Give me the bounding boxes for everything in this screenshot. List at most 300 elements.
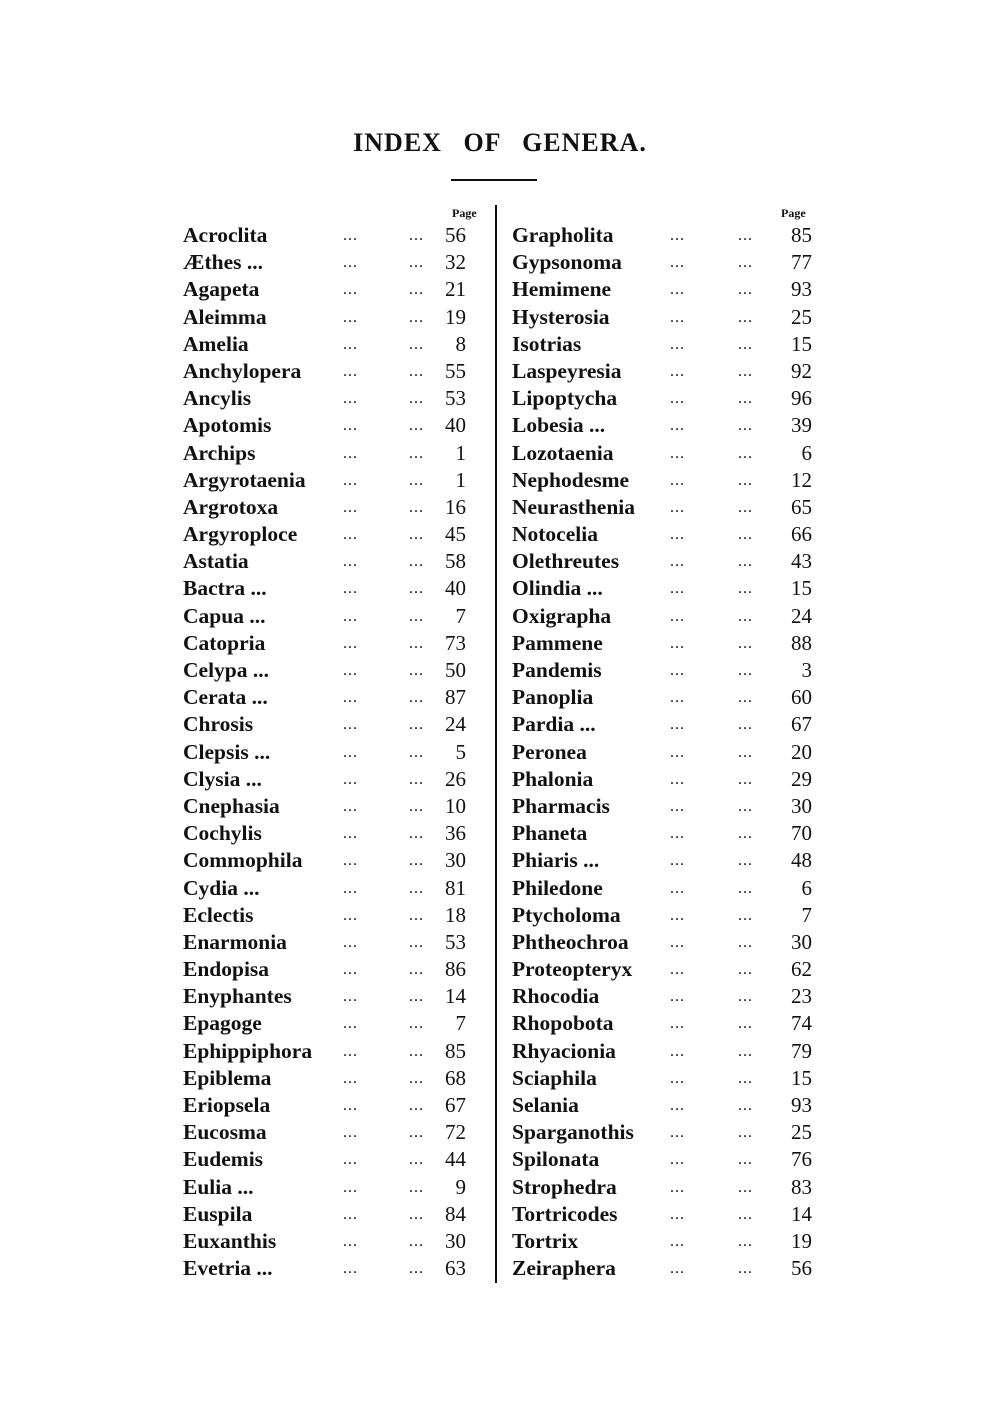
leader-dots: ... <box>409 498 424 516</box>
page-number: 73 <box>445 630 466 655</box>
page-number: 85 <box>791 223 812 247</box>
index-entry <box>512 684 814 711</box>
page-number: 72 <box>445 1120 466 1145</box>
page-number: 67 <box>445 1093 466 1117</box>
leader-dots: ... <box>670 797 685 815</box>
leader-dots: ... <box>738 825 753 843</box>
index-entry <box>183 875 489 902</box>
page-number: 5 <box>455 739 466 764</box>
page-number: 30 <box>791 929 812 954</box>
leader-dots: ... <box>343 662 358 679</box>
genus-name: Notocelia <box>512 522 598 547</box>
index-entry <box>183 983 489 1010</box>
leader-dots: ... <box>670 526 685 544</box>
leader-dots: ... <box>343 417 358 435</box>
genus-name: Pandemis <box>512 658 602 682</box>
leader-dots: ... <box>343 689 358 707</box>
genus-name: Clepsis ... <box>183 739 271 764</box>
page-number: 93 <box>791 277 812 302</box>
page-header-right: Page <box>781 206 806 220</box>
genus-name: Enarmonia <box>183 929 287 954</box>
page-number: 56 <box>791 1256 812 1281</box>
index-entry <box>183 684 489 711</box>
leader-dots: ... <box>738 1260 753 1278</box>
genus-name: Phalonia <box>512 766 594 791</box>
index-entry <box>512 820 814 847</box>
genus-name: Rhopobota <box>512 1011 614 1036</box>
leader-dots: ... <box>738 390 753 408</box>
leader-dots: ... <box>670 607 685 625</box>
leader-dots: ... <box>738 580 753 598</box>
index-entry <box>512 222 814 249</box>
leader-dots: ... <box>670 634 685 652</box>
genus-name: Zeiraphera <box>512 1256 616 1281</box>
leader-dots: ... <box>343 1124 358 1142</box>
index-entry <box>183 929 489 956</box>
index-entry <box>512 1174 814 1201</box>
leader-dots: ... <box>738 553 753 571</box>
leader-dots: ... <box>409 743 424 761</box>
leader-dots: ... <box>409 1015 424 1033</box>
page-title: INDEX OF GENERA. <box>353 128 647 157</box>
index-entry <box>183 711 489 738</box>
leader-dots: ... <box>670 770 685 788</box>
index-entry <box>512 331 814 358</box>
page-number: 50 <box>445 658 466 682</box>
genus-name: Argrotoxa <box>183 494 279 519</box>
leader-dots: ... <box>670 906 685 924</box>
page-number: 32 <box>445 250 466 275</box>
genus-name: Eclectis <box>183 902 254 927</box>
leader-dots: ... <box>738 526 753 544</box>
page-number: 81 <box>445 875 466 900</box>
genus-name: Amelia <box>183 331 249 356</box>
genus-name: Pammene <box>512 630 603 655</box>
leader-dots: ... <box>738 444 753 462</box>
page-number: 86 <box>445 957 466 982</box>
leader-dots: ... <box>409 417 424 435</box>
page-number: 30 <box>445 848 466 873</box>
index-entry <box>512 929 814 956</box>
leader-dots: ... <box>738 852 753 870</box>
page-number: 70 <box>791 821 812 846</box>
leader-dots: ... <box>409 770 424 788</box>
index-entry <box>512 412 814 439</box>
leader-dots: ... <box>343 580 358 598</box>
index-entry <box>183 820 489 847</box>
leader-dots: ... <box>738 1151 753 1169</box>
leader-dots: ... <box>670 879 685 897</box>
leader-dots: ... <box>738 716 753 734</box>
leader-dots: ... <box>409 227 424 244</box>
page-number: 62 <box>791 957 812 982</box>
index-entry <box>183 467 489 494</box>
page-number: 93 <box>791 1093 812 1117</box>
leader-dots: ... <box>738 471 753 489</box>
leader-dots: ... <box>343 716 358 734</box>
leader-dots: ... <box>670 553 685 571</box>
index-entry <box>512 739 814 766</box>
index-entry <box>512 385 814 412</box>
genus-name: Laspeyresia <box>512 358 622 383</box>
leader-dots: ... <box>409 1151 424 1169</box>
leader-dots: ... <box>343 1042 358 1060</box>
leader-dots: ... <box>409 906 424 924</box>
page-number: 6 <box>801 440 812 465</box>
index-entry <box>183 1255 489 1282</box>
genus-name: Pardia ... <box>512 712 596 737</box>
genus-name: Commophila <box>183 848 303 873</box>
index-entry <box>183 440 489 467</box>
genus-name: Æthes ... <box>183 250 264 275</box>
page-number: 83 <box>791 1174 812 1199</box>
leader-dots: ... <box>409 1069 424 1087</box>
index-entry <box>512 657 814 684</box>
leader-dots: ... <box>343 1260 358 1278</box>
genus-name: Lozotaenia <box>512 440 614 465</box>
genus-name: Peronea <box>512 739 587 764</box>
page-number: 56 <box>445 223 466 247</box>
leader-dots: ... <box>738 308 753 326</box>
genus-name: Cerata ... <box>183 685 268 710</box>
leader-dots: ... <box>409 1232 424 1250</box>
leader-dots: ... <box>409 335 424 353</box>
index-entry <box>512 630 814 657</box>
page-number: 21 <box>445 277 466 302</box>
genus-name: Hemimene <box>512 277 612 302</box>
genus-name: Catopria <box>183 630 266 655</box>
genus-name: Acroclita <box>183 223 268 247</box>
leader-dots: ... <box>738 689 753 707</box>
page-number: 87 <box>445 685 466 710</box>
page-number: 58 <box>445 549 466 574</box>
index-entry <box>512 875 814 902</box>
index-entry <box>183 1119 489 1146</box>
page-number: 9 <box>455 1174 466 1199</box>
page-number: 84 <box>445 1201 466 1226</box>
leader-dots: ... <box>738 498 753 516</box>
genus-name: Evetria ... <box>183 1256 273 1281</box>
genus-name: Cochylis <box>183 821 262 846</box>
index-entry <box>512 1010 814 1037</box>
genus-name: Capua ... <box>183 603 266 628</box>
leader-dots: ... <box>670 1178 685 1196</box>
leader-dots: ... <box>343 471 358 489</box>
leader-dots: ... <box>670 1151 685 1169</box>
genus-name: Euxanthis <box>183 1228 277 1253</box>
page-header-left: Page <box>452 206 477 220</box>
leader-dots: ... <box>409 281 424 299</box>
leader-dots: ... <box>343 1151 358 1169</box>
leader-dots: ... <box>670 1232 685 1250</box>
page-number: 43 <box>791 549 812 574</box>
leader-dots: ... <box>670 417 685 435</box>
leader-dots: ... <box>670 689 685 707</box>
leader-dots: ... <box>343 1178 358 1196</box>
genus-name: Isotrias <box>512 331 582 356</box>
leader-dots: ... <box>738 770 753 788</box>
leader-dots: ... <box>738 988 753 1006</box>
leader-dots: ... <box>670 825 685 843</box>
leader-dots: ... <box>738 281 753 299</box>
leader-dots: ... <box>738 743 753 761</box>
index-entry <box>183 494 489 521</box>
page-number: 15 <box>791 1065 812 1090</box>
leader-dots: ... <box>409 1097 424 1114</box>
leader-dots: ... <box>343 553 358 571</box>
index-entry <box>512 575 814 602</box>
leader-dots: ... <box>670 662 685 679</box>
index-entry <box>183 1201 489 1228</box>
genus-name: Epagoge <box>183 1011 262 1036</box>
index-entry <box>512 603 814 630</box>
leader-dots: ... <box>738 1232 753 1250</box>
genus-name: Aleimma <box>183 304 267 329</box>
index-column-right <box>512 222 814 1282</box>
leader-dots: ... <box>409 1178 424 1196</box>
index-entry <box>512 766 814 793</box>
page-number: 68 <box>445 1065 466 1090</box>
genus-name: Eudemis <box>183 1147 264 1172</box>
leader-dots: ... <box>670 308 685 326</box>
index-entry <box>183 304 489 331</box>
page-number: 7 <box>455 1011 466 1036</box>
index-entry <box>512 1255 814 1282</box>
genus-name: Gypsonoma <box>512 250 622 275</box>
leader-dots: ... <box>409 1205 424 1223</box>
index-entry <box>512 1038 814 1065</box>
page-number: 88 <box>791 630 812 655</box>
page-number: 67 <box>791 712 812 737</box>
genus-name: Sparganothis <box>512 1120 634 1145</box>
leader-dots: ... <box>738 1042 753 1060</box>
leader-dots: ... <box>738 1069 753 1087</box>
leader-dots: ... <box>670 1260 685 1278</box>
index-entry <box>183 1092 489 1119</box>
leader-dots: ... <box>738 417 753 435</box>
leader-dots: ... <box>738 1015 753 1033</box>
leader-dots: ... <box>343 444 358 462</box>
leader-dots: ... <box>343 227 358 244</box>
page-number: 14 <box>791 1201 812 1226</box>
genus-name: Rhyacionia <box>512 1038 616 1063</box>
leader-dots: ... <box>409 607 424 625</box>
leader-dots: ... <box>343 743 358 761</box>
leader-dots: ... <box>409 879 424 897</box>
index-entry <box>183 521 489 548</box>
leader-dots: ... <box>670 1124 685 1142</box>
leader-dots: ... <box>738 797 753 815</box>
leader-dots: ... <box>738 961 753 979</box>
page-number: 15 <box>791 331 812 356</box>
genus-name: Euspila <box>183 1201 253 1226</box>
leader-dots: ... <box>409 1260 424 1278</box>
genus-name: Cydia ... <box>183 875 260 900</box>
leader-dots: ... <box>670 281 685 299</box>
leader-dots: ... <box>738 1097 753 1114</box>
genus-name: Philedone <box>512 875 603 900</box>
leader-dots: ... <box>670 1205 685 1223</box>
leader-dots: ... <box>738 1124 753 1142</box>
page-number: 19 <box>445 304 466 329</box>
index-entry <box>512 711 814 738</box>
page-number: 24 <box>445 712 466 737</box>
genus-name: Strophedra <box>512 1174 617 1199</box>
genus-name: Olethreutes <box>512 549 620 574</box>
leader-dots: ... <box>343 770 358 788</box>
genus-name: Cnephasia <box>183 793 280 818</box>
genus-name: Proteopteryx <box>512 957 633 982</box>
leader-dots: ... <box>343 254 358 272</box>
genus-name: Eriopsela <box>183 1093 271 1117</box>
genus-name: Tortrix <box>512 1228 579 1253</box>
leader-dots: ... <box>343 390 358 408</box>
page-number: 92 <box>791 358 812 383</box>
page-number: 1 <box>455 440 466 465</box>
leader-dots: ... <box>670 362 685 380</box>
genus-name: Bactra ... <box>183 576 267 601</box>
index-entry <box>183 1174 489 1201</box>
index-entry <box>512 440 814 467</box>
leader-dots: ... <box>343 1232 358 1250</box>
column-divider <box>495 205 497 1283</box>
genus-name: Lobesia ... <box>512 413 606 438</box>
genus-name: Phtheochroa <box>512 929 629 954</box>
index-entry <box>512 1092 814 1119</box>
index-entry <box>512 358 814 385</box>
leader-dots: ... <box>738 335 753 353</box>
page-number: 53 <box>445 386 466 411</box>
genus-name: Ancylis <box>183 386 252 411</box>
genus-name: Celypa ... <box>183 658 269 682</box>
leader-dots: ... <box>670 1069 685 1087</box>
leader-dots: ... <box>409 1124 424 1142</box>
index-entry <box>183 657 489 684</box>
leader-dots: ... <box>738 1178 753 1196</box>
leader-dots: ... <box>409 988 424 1006</box>
index-entry <box>512 467 814 494</box>
genus-name: Olindia ... <box>512 576 603 601</box>
leader-dots: ... <box>343 526 358 544</box>
genus-name: Oxigrapha <box>512 603 612 628</box>
page-number: 12 <box>791 467 812 492</box>
genus-name: Lipoptycha <box>512 386 618 411</box>
page-number: 65 <box>791 494 812 519</box>
genus-name: Archips <box>183 440 256 465</box>
leader-dots: ... <box>343 825 358 843</box>
page-number: 74 <box>791 1011 812 1036</box>
leader-dots: ... <box>343 879 358 897</box>
leader-dots: ... <box>738 607 753 625</box>
genus-name: Spilonata <box>512 1147 600 1172</box>
index-entry <box>183 766 489 793</box>
leader-dots: ... <box>409 471 424 489</box>
leader-dots: ... <box>343 607 358 625</box>
page-number: 30 <box>791 793 812 818</box>
index-entry <box>183 412 489 439</box>
leader-dots: ... <box>670 471 685 489</box>
leader-dots: ... <box>409 308 424 326</box>
page-number: 23 <box>791 984 812 1009</box>
page-number: 10 <box>445 793 466 818</box>
genus-name: Clysia ... <box>183 766 262 791</box>
page-number: 6 <box>801 875 812 900</box>
genus-name: Selania <box>512 1093 579 1117</box>
page-number: 25 <box>791 1120 812 1145</box>
genus-name: Apotomis <box>183 413 272 438</box>
index-entry <box>512 983 814 1010</box>
index-entry <box>512 956 814 983</box>
genus-name: Nephodesme <box>512 467 630 492</box>
page-number: 29 <box>791 766 812 791</box>
page-number: 60 <box>791 685 812 710</box>
index-entry <box>183 249 489 276</box>
leader-dots: ... <box>670 961 685 979</box>
leader-dots: ... <box>738 933 753 951</box>
page-number: 16 <box>445 494 466 519</box>
index-entry <box>183 956 489 983</box>
page-number: 14 <box>445 984 466 1009</box>
leader-dots: ... <box>670 1015 685 1033</box>
leader-dots: ... <box>738 662 753 679</box>
genus-name: Sciaphila <box>512 1065 597 1090</box>
page-number: 44 <box>445 1147 466 1172</box>
leader-dots: ... <box>738 634 753 652</box>
leader-dots: ... <box>670 444 685 462</box>
index-entry <box>512 902 814 929</box>
genus-name: Grapholita <box>512 223 614 247</box>
page-number: 8 <box>455 331 466 356</box>
genus-name: Eulia ... <box>183 1174 254 1199</box>
leader-dots: ... <box>343 498 358 516</box>
index-entry <box>183 222 489 249</box>
genus-name: Phiaris ... <box>512 848 600 873</box>
index-entry <box>512 1228 814 1255</box>
leader-dots: ... <box>738 906 753 924</box>
index-entry <box>183 902 489 929</box>
index-entry <box>183 1010 489 1037</box>
leader-dots: ... <box>738 254 753 272</box>
index-entry <box>512 494 814 521</box>
leader-dots: ... <box>343 1097 358 1114</box>
index-entry <box>512 521 814 548</box>
leader-dots: ... <box>409 390 424 408</box>
page-number: 30 <box>445 1228 466 1253</box>
leader-dots: ... <box>670 1042 685 1060</box>
leader-dots: ... <box>670 743 685 761</box>
leader-dots: ... <box>409 362 424 380</box>
page-number: 26 <box>445 766 466 791</box>
page-number: 55 <box>445 358 466 383</box>
index-entry <box>512 793 814 820</box>
index-entry <box>183 847 489 874</box>
genus-name: Neurasthenia <box>512 494 636 519</box>
index-entry <box>183 603 489 630</box>
page-number: 40 <box>445 413 466 438</box>
index-entry <box>512 1065 814 1092</box>
leader-dots: ... <box>670 335 685 353</box>
page-number: 79 <box>791 1038 812 1063</box>
page-number: 63 <box>445 1256 466 1281</box>
page-number: 85 <box>445 1038 466 1063</box>
genus-name: Phaneta <box>512 821 588 846</box>
leader-dots: ... <box>343 961 358 979</box>
leader-dots: ... <box>343 1205 358 1223</box>
leader-dots: ... <box>409 852 424 870</box>
page-number: 66 <box>791 522 812 547</box>
page-number: 18 <box>445 902 466 927</box>
page-number: 25 <box>791 304 812 329</box>
